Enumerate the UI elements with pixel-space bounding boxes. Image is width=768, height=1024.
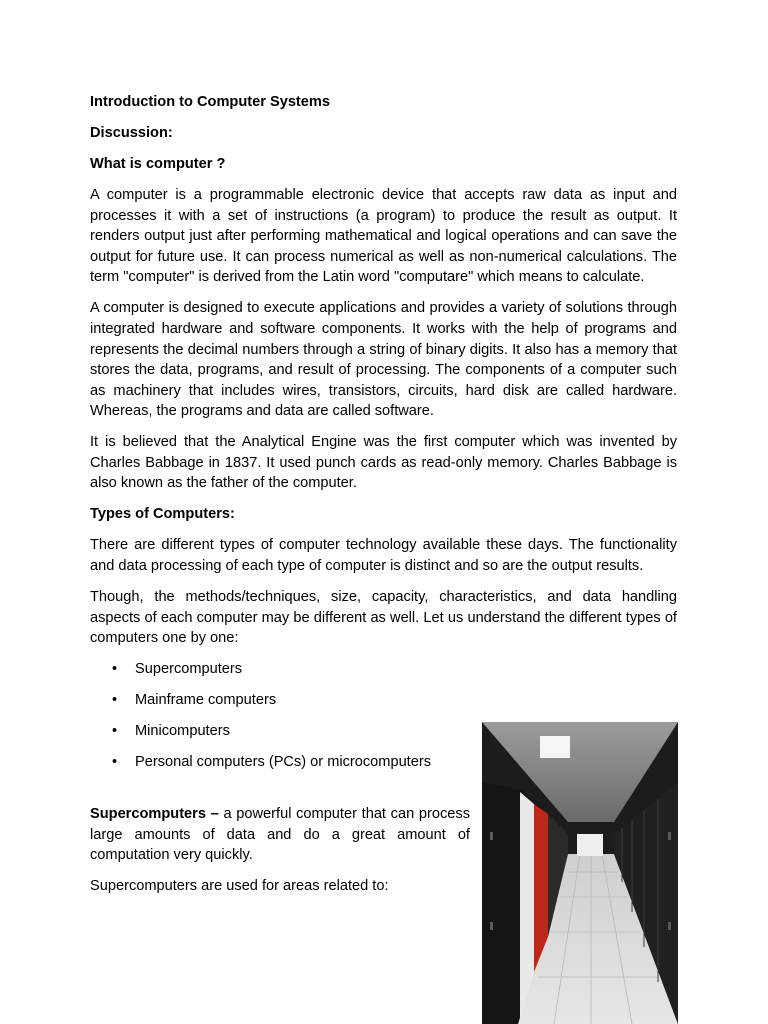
supercomputers-used-for: Supercomputers are used for areas related to: [90, 878, 389, 895]
supercomputers-definition-text: a powerful computer that can process large amounts of data and do a great amount of computation very quickly. [90, 806, 470, 864]
list-item-label: Minicomputers [135, 723, 230, 740]
bullet-icon: • [112, 661, 118, 678]
discussion-label: Discussion: [90, 124, 173, 141]
bullet-icon: • [112, 692, 118, 709]
server-room-photo [482, 722, 678, 1024]
supercomputers-term: Supercomputers – [90, 806, 219, 823]
list-item-label: Mainframe computers [135, 692, 277, 709]
corridor-end [577, 834, 603, 856]
list-item-label: Personal computers (PCs) or microcomputers [135, 754, 432, 771]
bullet-icon: • [112, 723, 118, 740]
types-intro-1: There are different types of computer technology available these days. The functionality and data processing of each type of computer is distinct and so are the output results. [90, 537, 677, 575]
question-heading: What is computer ? [90, 155, 226, 172]
server-room-illustration [482, 722, 678, 1024]
paragraph-history: It is believed that the Analytical Engine was the first computer which was invented by Charles Babbage in 1837. It used punch cards as read-only memory. Charles Babbage is also known as the father of the computer. [90, 434, 677, 492]
list-item [90, 659, 677, 680]
types-intro-2: Though, the methods/techniques, size, capacity, characteristics, and data handling aspects of each computer may be different as well. Let us understand the different types of computers one by one: [90, 589, 677, 647]
supercomputers-definition [90, 804, 470, 866]
paragraph-design: A computer is designed to execute applications and provides a variety of solutions through integrated hardware and software components. It works with the help of programs and represents the decimal numbers through a string of binary digits. It also has a memory that stores the data, programs, and result of processing. The components of a computer such as machinery that includes wires, transistors, circuits, hard disk are called hardware. Whereas, the programs and data are called software. [90, 300, 677, 420]
ceiling-light [540, 736, 570, 758]
document-title: Introduction to Computer Systems [90, 94, 330, 110]
list-item [90, 690, 677, 711]
types-heading: Types of Computers: [90, 506, 235, 523]
bullet-icon: • [112, 754, 118, 771]
list-item-label: Supercomputers [135, 661, 243, 678]
paragraph-definition: A computer is a programmable electronic device that accepts raw data as input and processes it with a set of instructions (a program) to produce the result as output. It renders output just after performing mathematical and logical operations and can save the output for future use. It can process numerical as well as non-numerical calculations. The term "computer" is derived from the Latin word "computare" which means to calculate. [90, 186, 677, 286]
